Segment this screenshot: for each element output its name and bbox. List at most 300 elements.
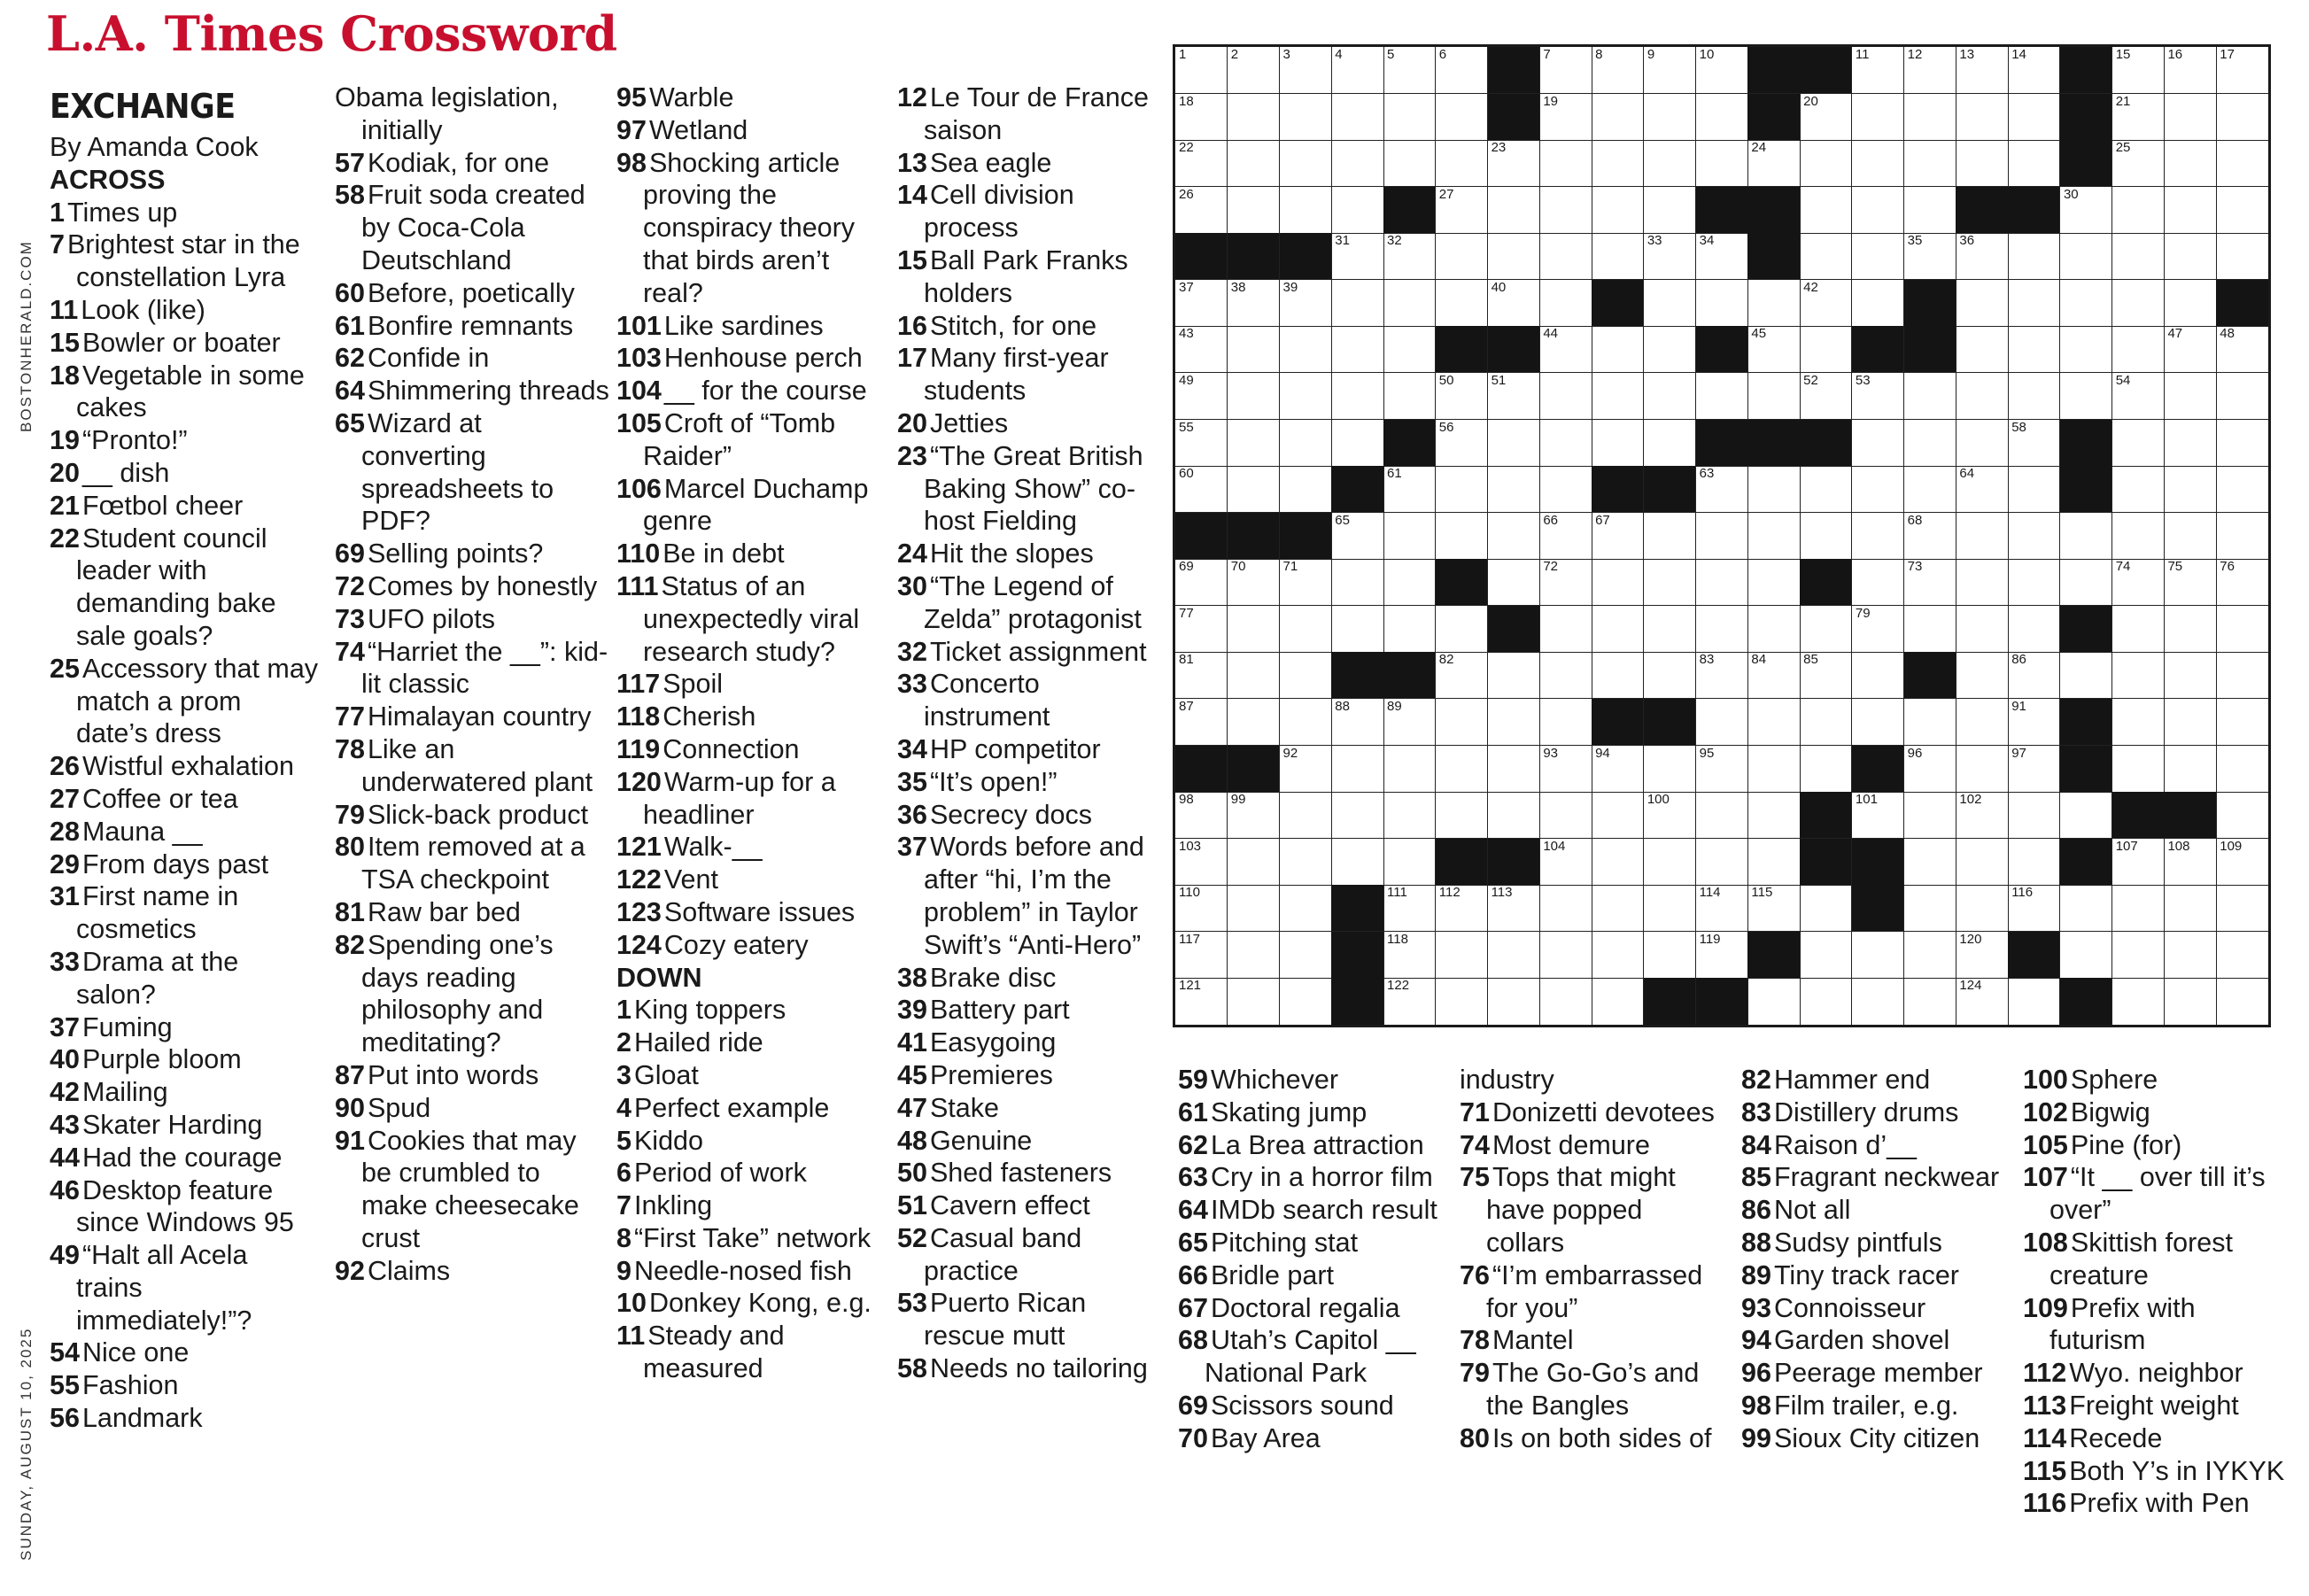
grid-cell[interactable] xyxy=(1488,792,1540,839)
grid-cell[interactable] xyxy=(2216,47,2268,94)
grid-cell[interactable] xyxy=(1436,978,1488,1025)
grid-cell[interactable] xyxy=(1800,978,1852,1025)
grid-cell[interactable] xyxy=(1956,513,2008,560)
grid-cell[interactable] xyxy=(1488,420,1540,467)
grid-cell[interactable] xyxy=(2164,652,2216,699)
grid-cell[interactable] xyxy=(1331,47,1383,94)
grid-cell[interactable] xyxy=(1331,746,1383,793)
grid-cell[interactable] xyxy=(2008,652,2060,699)
grid-cell[interactable] xyxy=(1539,280,1592,327)
grid-cell[interactable] xyxy=(2112,746,2165,793)
grid-cell[interactable] xyxy=(1747,140,1800,187)
grid-cell[interactable] xyxy=(1436,373,1488,420)
grid-cell[interactable] xyxy=(1331,606,1383,653)
grid-cell[interactable] xyxy=(2008,699,2060,746)
grid-cell[interactable] xyxy=(1852,373,1904,420)
grid-cell[interactable] xyxy=(1747,978,1800,1025)
grid-cell[interactable] xyxy=(1956,420,2008,467)
grid-cell[interactable] xyxy=(1228,94,1280,141)
grid-cell[interactable] xyxy=(1436,233,1488,280)
grid-cell[interactable] xyxy=(1383,746,1436,793)
grid-cell[interactable] xyxy=(1280,94,1332,141)
grid-cell[interactable] xyxy=(1956,280,2008,327)
grid-cell[interactable] xyxy=(1592,839,1644,886)
grid-cell[interactable] xyxy=(1228,47,1280,94)
grid-cell[interactable] xyxy=(1800,466,1852,513)
grid-cell[interactable] xyxy=(2164,187,2216,234)
grid-cell[interactable] xyxy=(1592,94,1644,141)
grid-cell[interactable] xyxy=(2008,140,2060,187)
grid-cell[interactable] xyxy=(2008,792,2060,839)
grid-cell[interactable] xyxy=(2060,559,2112,606)
grid-cell[interactable] xyxy=(1383,885,1436,932)
grid-cell[interactable] xyxy=(2216,140,2268,187)
grid-cell[interactable] xyxy=(1228,792,1280,839)
grid-cell[interactable] xyxy=(2008,466,2060,513)
grid-cell[interactable] xyxy=(2008,746,2060,793)
grid-cell[interactable] xyxy=(2164,140,2216,187)
grid-cell[interactable] xyxy=(1800,699,1852,746)
grid-cell[interactable] xyxy=(1228,932,1280,979)
grid-cell[interactable] xyxy=(2216,792,2268,839)
grid-cell[interactable] xyxy=(1228,839,1280,886)
grid-cell[interactable] xyxy=(1280,978,1332,1025)
grid-cell[interactable] xyxy=(1488,466,1540,513)
grid-cell[interactable] xyxy=(1175,326,1228,373)
grid-cell[interactable] xyxy=(1644,839,1696,886)
grid-cell[interactable] xyxy=(2112,140,2165,187)
grid-cell[interactable] xyxy=(1956,699,2008,746)
grid-cell[interactable] xyxy=(2216,94,2268,141)
grid-cell[interactable] xyxy=(1904,792,1956,839)
grid-cell[interactable] xyxy=(1852,420,1904,467)
grid-cell[interactable] xyxy=(1800,746,1852,793)
grid-cell[interactable] xyxy=(1800,373,1852,420)
grid-cell[interactable] xyxy=(1956,978,2008,1025)
grid-cell[interactable] xyxy=(1747,559,1800,606)
grid-cell[interactable] xyxy=(2060,326,2112,373)
grid-cell[interactable] xyxy=(2060,233,2112,280)
grid-cell[interactable] xyxy=(1175,792,1228,839)
grid-cell[interactable] xyxy=(1175,466,1228,513)
grid-cell[interactable] xyxy=(1436,420,1488,467)
grid-cell[interactable] xyxy=(1644,652,1696,699)
grid-cell[interactable] xyxy=(1436,513,1488,560)
grid-cell[interactable] xyxy=(1175,652,1228,699)
grid-cell[interactable] xyxy=(1175,187,1228,234)
grid-cell[interactable] xyxy=(1280,466,1332,513)
grid-cell[interactable] xyxy=(1383,94,1436,141)
grid-cell[interactable] xyxy=(1436,140,1488,187)
grid-cell[interactable] xyxy=(1488,187,1540,234)
grid-cell[interactable] xyxy=(1539,652,1592,699)
grid-cell[interactable] xyxy=(1800,326,1852,373)
grid-cell[interactable] xyxy=(1644,47,1696,94)
grid-cell[interactable] xyxy=(2112,94,2165,141)
grid-cell[interactable] xyxy=(2164,885,2216,932)
grid-cell[interactable] xyxy=(2060,373,2112,420)
grid-cell[interactable] xyxy=(2216,699,2268,746)
grid-cell[interactable] xyxy=(1592,187,1644,234)
grid-cell[interactable] xyxy=(1175,932,1228,979)
grid-cell[interactable] xyxy=(1280,606,1332,653)
grid-cell[interactable] xyxy=(1956,94,2008,141)
grid-cell[interactable] xyxy=(1904,978,1956,1025)
grid-cell[interactable] xyxy=(1747,606,1800,653)
grid-cell[interactable] xyxy=(1280,559,1332,606)
grid-cell[interactable] xyxy=(1696,932,1748,979)
grid-cell[interactable] xyxy=(1852,466,1904,513)
grid-cell[interactable] xyxy=(2112,606,2165,653)
grid-cell[interactable] xyxy=(1956,466,2008,513)
grid-cell[interactable] xyxy=(1800,513,1852,560)
grid-cell[interactable] xyxy=(1539,233,1592,280)
grid-cell[interactable] xyxy=(1331,280,1383,327)
grid-cell[interactable] xyxy=(1331,373,1383,420)
grid-cell[interactable] xyxy=(1488,746,1540,793)
grid-cell[interactable] xyxy=(1956,606,2008,653)
grid-cell[interactable] xyxy=(1488,932,1540,979)
grid-cell[interactable] xyxy=(1852,699,1904,746)
grid-cell[interactable] xyxy=(1852,652,1904,699)
grid-cell[interactable] xyxy=(2164,47,2216,94)
grid-cell[interactable] xyxy=(1175,606,1228,653)
grid-cell[interactable] xyxy=(1696,792,1748,839)
grid-cell[interactable] xyxy=(1175,839,1228,886)
grid-cell[interactable] xyxy=(1280,932,1332,979)
grid-cell[interactable] xyxy=(1852,513,1904,560)
grid-cell[interactable] xyxy=(2112,326,2165,373)
grid-cell[interactable] xyxy=(1175,699,1228,746)
grid-cell[interactable] xyxy=(1747,326,1800,373)
grid-cell[interactable] xyxy=(2112,978,2165,1025)
grid-cell[interactable] xyxy=(1280,280,1332,327)
grid-cell[interactable] xyxy=(1488,280,1540,327)
grid-cell[interactable] xyxy=(2164,559,2216,606)
grid-cell[interactable] xyxy=(1436,466,1488,513)
grid-cell[interactable] xyxy=(1383,699,1436,746)
grid-cell[interactable] xyxy=(2060,652,2112,699)
grid-cell[interactable] xyxy=(1539,373,1592,420)
grid-cell[interactable] xyxy=(1488,233,1540,280)
grid-cell[interactable] xyxy=(1696,280,1748,327)
grid-cell[interactable] xyxy=(2164,978,2216,1025)
grid-cell[interactable] xyxy=(1280,699,1332,746)
grid-cell[interactable] xyxy=(1904,373,1956,420)
grid-cell[interactable] xyxy=(2060,885,2112,932)
grid-cell[interactable] xyxy=(1228,280,1280,327)
grid-cell[interactable] xyxy=(2164,932,2216,979)
grid-cell[interactable] xyxy=(1228,373,1280,420)
grid-cell[interactable] xyxy=(1904,187,1956,234)
grid-cell[interactable] xyxy=(1383,606,1436,653)
grid-cell[interactable] xyxy=(1747,652,1800,699)
grid-cell[interactable] xyxy=(2216,885,2268,932)
grid-cell[interactable] xyxy=(2164,746,2216,793)
grid-cell[interactable] xyxy=(1175,420,1228,467)
grid-cell[interactable] xyxy=(1644,94,1696,141)
grid-cell[interactable] xyxy=(1331,513,1383,560)
grid-cell[interactable] xyxy=(1539,606,1592,653)
grid-cell[interactable] xyxy=(1592,420,1644,467)
grid-cell[interactable] xyxy=(1383,978,1436,1025)
grid-cell[interactable] xyxy=(1488,652,1540,699)
grid-cell[interactable] xyxy=(1747,792,1800,839)
grid-cell[interactable] xyxy=(1747,885,1800,932)
grid-cell[interactable] xyxy=(2008,513,2060,560)
grid-cell[interactable] xyxy=(2112,699,2165,746)
grid-cell[interactable] xyxy=(1539,699,1592,746)
grid-cell[interactable] xyxy=(1436,652,1488,699)
grid-cell[interactable] xyxy=(1904,466,1956,513)
grid-cell[interactable] xyxy=(2112,885,2165,932)
grid-cell[interactable] xyxy=(1488,559,1540,606)
grid-cell[interactable] xyxy=(1539,94,1592,141)
grid-cell[interactable] xyxy=(1592,606,1644,653)
grid-cell[interactable] xyxy=(2164,94,2216,141)
grid-cell[interactable] xyxy=(1956,652,2008,699)
grid-cell[interactable] xyxy=(1539,513,1592,560)
grid-cell[interactable] xyxy=(1539,187,1592,234)
grid-cell[interactable] xyxy=(1956,140,2008,187)
grid-cell[interactable] xyxy=(1383,373,1436,420)
grid-cell[interactable] xyxy=(2008,885,2060,932)
grid-cell[interactable] xyxy=(1228,559,1280,606)
grid-cell[interactable] xyxy=(1383,559,1436,606)
grid-cell[interactable] xyxy=(1175,373,1228,420)
grid-cell[interactable] xyxy=(1280,187,1332,234)
grid-cell[interactable] xyxy=(1852,94,1904,141)
grid-cell[interactable] xyxy=(1280,47,1332,94)
grid-cell[interactable] xyxy=(2216,746,2268,793)
grid-cell[interactable] xyxy=(1228,699,1280,746)
grid-cell[interactable] xyxy=(1175,47,1228,94)
grid-cell[interactable] xyxy=(1904,932,1956,979)
grid-cell[interactable] xyxy=(1644,420,1696,467)
grid-cell[interactable] xyxy=(1644,513,1696,560)
grid-cell[interactable] xyxy=(1175,140,1228,187)
grid-cell[interactable] xyxy=(2008,606,2060,653)
grid-cell[interactable] xyxy=(2216,932,2268,979)
grid-cell[interactable] xyxy=(1228,466,1280,513)
grid-cell[interactable] xyxy=(2112,233,2165,280)
grid-cell[interactable] xyxy=(1800,187,1852,234)
grid-cell[interactable] xyxy=(1696,47,1748,94)
grid-cell[interactable] xyxy=(1331,187,1383,234)
grid-cell[interactable] xyxy=(1539,885,1592,932)
grid-cell[interactable] xyxy=(1956,792,2008,839)
grid-cell[interactable] xyxy=(1539,140,1592,187)
grid-cell[interactable] xyxy=(1904,47,1956,94)
grid-cell[interactable] xyxy=(1592,885,1644,932)
grid-cell[interactable] xyxy=(1800,233,1852,280)
grid-cell[interactable] xyxy=(1956,233,2008,280)
grid-cell[interactable] xyxy=(1592,513,1644,560)
grid-cell[interactable] xyxy=(1592,326,1644,373)
grid-cell[interactable] xyxy=(1852,606,1904,653)
grid-cell[interactable] xyxy=(1696,885,1748,932)
grid-cell[interactable] xyxy=(1280,792,1332,839)
grid-cell[interactable] xyxy=(1696,140,1748,187)
grid-cell[interactable] xyxy=(2112,932,2165,979)
grid-cell[interactable] xyxy=(1383,466,1436,513)
grid-cell[interactable] xyxy=(1644,233,1696,280)
grid-cell[interactable] xyxy=(1696,559,1748,606)
grid-cell[interactable] xyxy=(2164,373,2216,420)
grid-cell[interactable] xyxy=(1904,839,1956,886)
grid-cell[interactable] xyxy=(1280,839,1332,886)
grid-cell[interactable] xyxy=(1331,420,1383,467)
grid-cell[interactable] xyxy=(1592,792,1644,839)
grid-cell[interactable] xyxy=(1696,513,1748,560)
grid-cell[interactable] xyxy=(1904,420,1956,467)
grid-cell[interactable] xyxy=(1383,47,1436,94)
grid-cell[interactable] xyxy=(1488,699,1540,746)
grid-cell[interactable] xyxy=(2112,513,2165,560)
grid-cell[interactable] xyxy=(1800,652,1852,699)
grid-cell[interactable] xyxy=(1904,233,1956,280)
grid-cell[interactable] xyxy=(1696,606,1748,653)
grid-cell[interactable] xyxy=(1644,606,1696,653)
grid-cell[interactable] xyxy=(1280,326,1332,373)
grid-cell[interactable] xyxy=(1539,420,1592,467)
grid-cell[interactable] xyxy=(1644,885,1696,932)
grid-cell[interactable] xyxy=(1644,187,1696,234)
grid-cell[interactable] xyxy=(1852,280,1904,327)
grid-cell[interactable] xyxy=(1175,280,1228,327)
grid-cell[interactable] xyxy=(2060,280,2112,327)
grid-cell[interactable] xyxy=(1852,187,1904,234)
grid-cell[interactable] xyxy=(1956,746,2008,793)
grid-cell[interactable] xyxy=(1644,140,1696,187)
grid-cell[interactable] xyxy=(1331,559,1383,606)
grid-cell[interactable] xyxy=(1383,792,1436,839)
grid-cell[interactable] xyxy=(1280,373,1332,420)
grid-cell[interactable] xyxy=(1331,792,1383,839)
grid-cell[interactable] xyxy=(1539,978,1592,1025)
grid-cell[interactable] xyxy=(1956,326,2008,373)
grid-cell[interactable] xyxy=(2216,606,2268,653)
grid-cell[interactable] xyxy=(2008,233,2060,280)
grid-cell[interactable] xyxy=(1904,140,1956,187)
grid-cell[interactable] xyxy=(1904,699,1956,746)
grid-cell[interactable] xyxy=(2008,280,2060,327)
grid-cell[interactable] xyxy=(2008,839,2060,886)
grid-cell[interactable] xyxy=(1747,280,1800,327)
grid-cell[interactable] xyxy=(2112,47,2165,94)
grid-cell[interactable] xyxy=(1539,559,1592,606)
grid-cell[interactable] xyxy=(2008,94,2060,141)
grid-cell[interactable] xyxy=(1956,47,2008,94)
grid-cell[interactable] xyxy=(1383,233,1436,280)
grid-cell[interactable] xyxy=(1539,792,1592,839)
grid-cell[interactable] xyxy=(1800,94,1852,141)
grid-cell[interactable] xyxy=(1644,932,1696,979)
grid-cell[interactable] xyxy=(1228,652,1280,699)
grid-cell[interactable] xyxy=(2060,187,2112,234)
grid-cell[interactable] xyxy=(1747,839,1800,886)
grid-cell[interactable] xyxy=(1383,140,1436,187)
grid-cell[interactable] xyxy=(1696,652,1748,699)
grid-cell[interactable] xyxy=(2112,373,2165,420)
grid-cell[interactable] xyxy=(1436,792,1488,839)
grid-cell[interactable] xyxy=(2216,652,2268,699)
grid-cell[interactable] xyxy=(1436,746,1488,793)
grid-cell[interactable] xyxy=(1904,94,1956,141)
grid-cell[interactable] xyxy=(1592,140,1644,187)
grid-cell[interactable] xyxy=(2164,606,2216,653)
grid-cell[interactable] xyxy=(1228,978,1280,1025)
grid-cell[interactable] xyxy=(2060,932,2112,979)
grid-cell[interactable] xyxy=(2216,839,2268,886)
grid-cell[interactable] xyxy=(1280,140,1332,187)
grid-cell[interactable] xyxy=(1539,326,1592,373)
grid-cell[interactable] xyxy=(1488,140,1540,187)
grid-cell[interactable] xyxy=(2216,978,2268,1025)
grid-cell[interactable] xyxy=(1539,47,1592,94)
grid-cell[interactable] xyxy=(1800,885,1852,932)
grid-cell[interactable] xyxy=(1592,978,1644,1025)
grid-cell[interactable] xyxy=(1331,839,1383,886)
grid-cell[interactable] xyxy=(1331,233,1383,280)
grid-cell[interactable] xyxy=(2216,187,2268,234)
grid-cell[interactable] xyxy=(1747,513,1800,560)
grid-cell[interactable] xyxy=(2216,373,2268,420)
grid-cell[interactable] xyxy=(2112,466,2165,513)
grid-cell[interactable] xyxy=(1331,699,1383,746)
grid-cell[interactable] xyxy=(1488,373,1540,420)
grid-cell[interactable] xyxy=(1488,513,1540,560)
grid-cell[interactable] xyxy=(2164,326,2216,373)
grid-cell[interactable] xyxy=(1592,373,1644,420)
grid-cell[interactable] xyxy=(2112,280,2165,327)
grid-cell[interactable] xyxy=(2216,559,2268,606)
grid-cell[interactable] xyxy=(1852,140,1904,187)
grid-cell[interactable] xyxy=(2008,978,2060,1025)
grid-cell[interactable] xyxy=(1904,885,1956,932)
grid-cell[interactable] xyxy=(1956,373,2008,420)
grid-cell[interactable] xyxy=(2060,792,2112,839)
grid-cell[interactable] xyxy=(1331,140,1383,187)
grid-cell[interactable] xyxy=(2112,652,2165,699)
grid-cell[interactable] xyxy=(2008,420,2060,467)
grid-cell[interactable] xyxy=(1175,94,1228,141)
grid-cell[interactable] xyxy=(2112,187,2165,234)
grid-cell[interactable] xyxy=(1852,47,1904,94)
grid-cell[interactable] xyxy=(1800,932,1852,979)
grid-cell[interactable] xyxy=(1228,885,1280,932)
grid-cell[interactable] xyxy=(1904,606,1956,653)
grid-cell[interactable] xyxy=(1280,746,1332,793)
grid-cell[interactable] xyxy=(2216,466,2268,513)
grid-cell[interactable] xyxy=(1644,792,1696,839)
grid-cell[interactable] xyxy=(1644,326,1696,373)
grid-cell[interactable] xyxy=(1592,932,1644,979)
grid-cell[interactable] xyxy=(1800,140,1852,187)
grid-cell[interactable] xyxy=(1175,978,1228,1025)
grid-cell[interactable] xyxy=(2216,513,2268,560)
grid-cell[interactable] xyxy=(2164,280,2216,327)
grid-cell[interactable] xyxy=(1644,280,1696,327)
grid-cell[interactable] xyxy=(2008,559,2060,606)
grid-cell[interactable] xyxy=(1488,978,1540,1025)
grid-cell[interactable] xyxy=(1436,187,1488,234)
grid-cell[interactable] xyxy=(1696,373,1748,420)
grid-cell[interactable] xyxy=(1592,559,1644,606)
grid-cell[interactable] xyxy=(1539,746,1592,793)
grid-cell[interactable] xyxy=(2112,420,2165,467)
grid-cell[interactable] xyxy=(2008,373,2060,420)
